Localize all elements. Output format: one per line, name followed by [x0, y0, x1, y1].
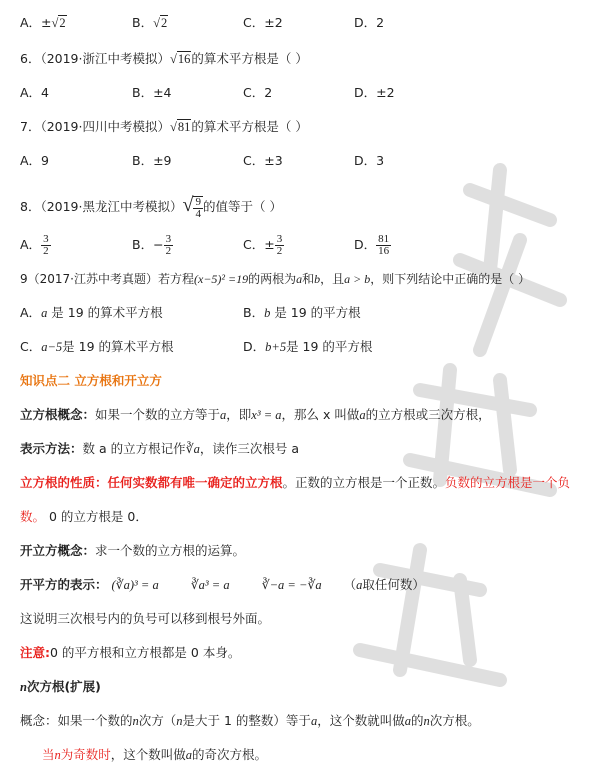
q8-option-c: C．± $\frac{3}{2}$ — [243, 233, 283, 257]
cube-root-property-cont: 数。 0 的立方根是 0． — [20, 509, 148, 524]
q6-option-a: A．4 — [20, 85, 50, 100]
question-7: 7．（2019·四川中考模拟）√81的算术平方根是（ ） — [20, 119, 308, 134]
q7-option-a: A．9 — [20, 153, 50, 168]
notice: 注意:0 的平方根和立方根都是 0 本身。 — [20, 645, 241, 660]
cube-root-operation: 开立方概念：求一个数的立方根的运算。 — [20, 543, 246, 558]
q7-option-d: D．3 — [354, 153, 385, 168]
q5-option-a: A．±√2 — [20, 15, 66, 30]
q5-option-c: C．±2 — [243, 15, 283, 30]
q9-option-b: B．b 是 19 的平方根 — [243, 305, 361, 320]
fraction: $\frac{3}{2}$ — [165, 233, 172, 257]
cube-root-concept: 立方根概念：如果一个数的立方等于a，即x³ = a，那么 x 叫做a的立方根或三次方根， — [20, 407, 491, 422]
fraction: $\frac{3}{2}$ — [276, 233, 283, 257]
q7-option-b: B．±9 — [132, 153, 172, 168]
sqrt-icon: √ — [182, 194, 194, 216]
section-title: 知识点二 立方根和开立方 — [20, 373, 162, 388]
nth-root-concept: 概念：如果一个数的n次方（n是大于 1 的整数）等于a，这个数就叫做a的n次方根。 — [20, 713, 480, 728]
q7-option-c: C．±3 — [243, 153, 283, 168]
question-9: 9（2017·江苏中考真题）若方程(x−5)² =19的两根为a和b，且a > b，则下列结论中正确的是（ ） — [20, 272, 531, 286]
cube-root-property: 立方根的性质：任何实数都有唯一确定的立方根。正数的立方根是一个正数。负数的立方根是一个负 — [20, 475, 571, 490]
q9-option-d: D．b+5是 19 的平方根 — [243, 339, 373, 354]
q5-option-d: D．2 — [354, 15, 385, 30]
fraction: $\frac{9}{4}$ — [195, 195, 201, 220]
question-6: 6．（2019·浙江中考模拟）√16的算术平方根是（ ） — [20, 51, 308, 66]
q6-option-b: B．±4 — [132, 85, 172, 100]
sqrt-icon: √16 — [170, 52, 191, 66]
question-8: 8．（2019·黑龙江中考模拟）√ $\frac{9}{4}$ 的值等于（ ） — [20, 194, 282, 220]
explanation: 这说明三次根号内的负号可以移到根号外面。 — [20, 611, 271, 626]
q8-option-b: B．− $\frac{3}{2}$ — [132, 233, 172, 257]
sqrt-icon: √2 — [51, 16, 66, 30]
sqrt-icon: √2 — [153, 16, 168, 30]
q5-option-b: B．√2 — [132, 15, 168, 30]
q9-option-a: A．a 是 19 的算术平方根 — [20, 305, 163, 320]
fraction: $\frac{3}{2}$ — [43, 233, 49, 257]
sqrt-icon: √81 — [170, 120, 191, 134]
notation: 表示方法：数 a 的立方根记作∛a，读作三次根号 a — [20, 441, 299, 456]
q6-option-c: C．2 — [243, 85, 273, 100]
q8-option-d: D． $\frac{81}{16}$ — [354, 233, 390, 257]
q6-option-d: D．±2 — [354, 85, 395, 100]
q8-option-a: A． $\frac{3}{2}$ — [20, 233, 49, 257]
nth-root-title: n次方根(扩展) — [20, 679, 101, 694]
formula-line: 开平方的表示： (∛a)³ = a ∛a³ = a ∛−a = −∛a （a取任何数） — [20, 577, 425, 592]
odd-root: 当n为奇数时，这个数叫做a的奇次方根。 — [42, 747, 268, 762]
fraction: $\frac{81}{16}$ — [378, 233, 390, 257]
q9-option-c: C．a−5是 19 的算术平方根 — [20, 339, 174, 354]
